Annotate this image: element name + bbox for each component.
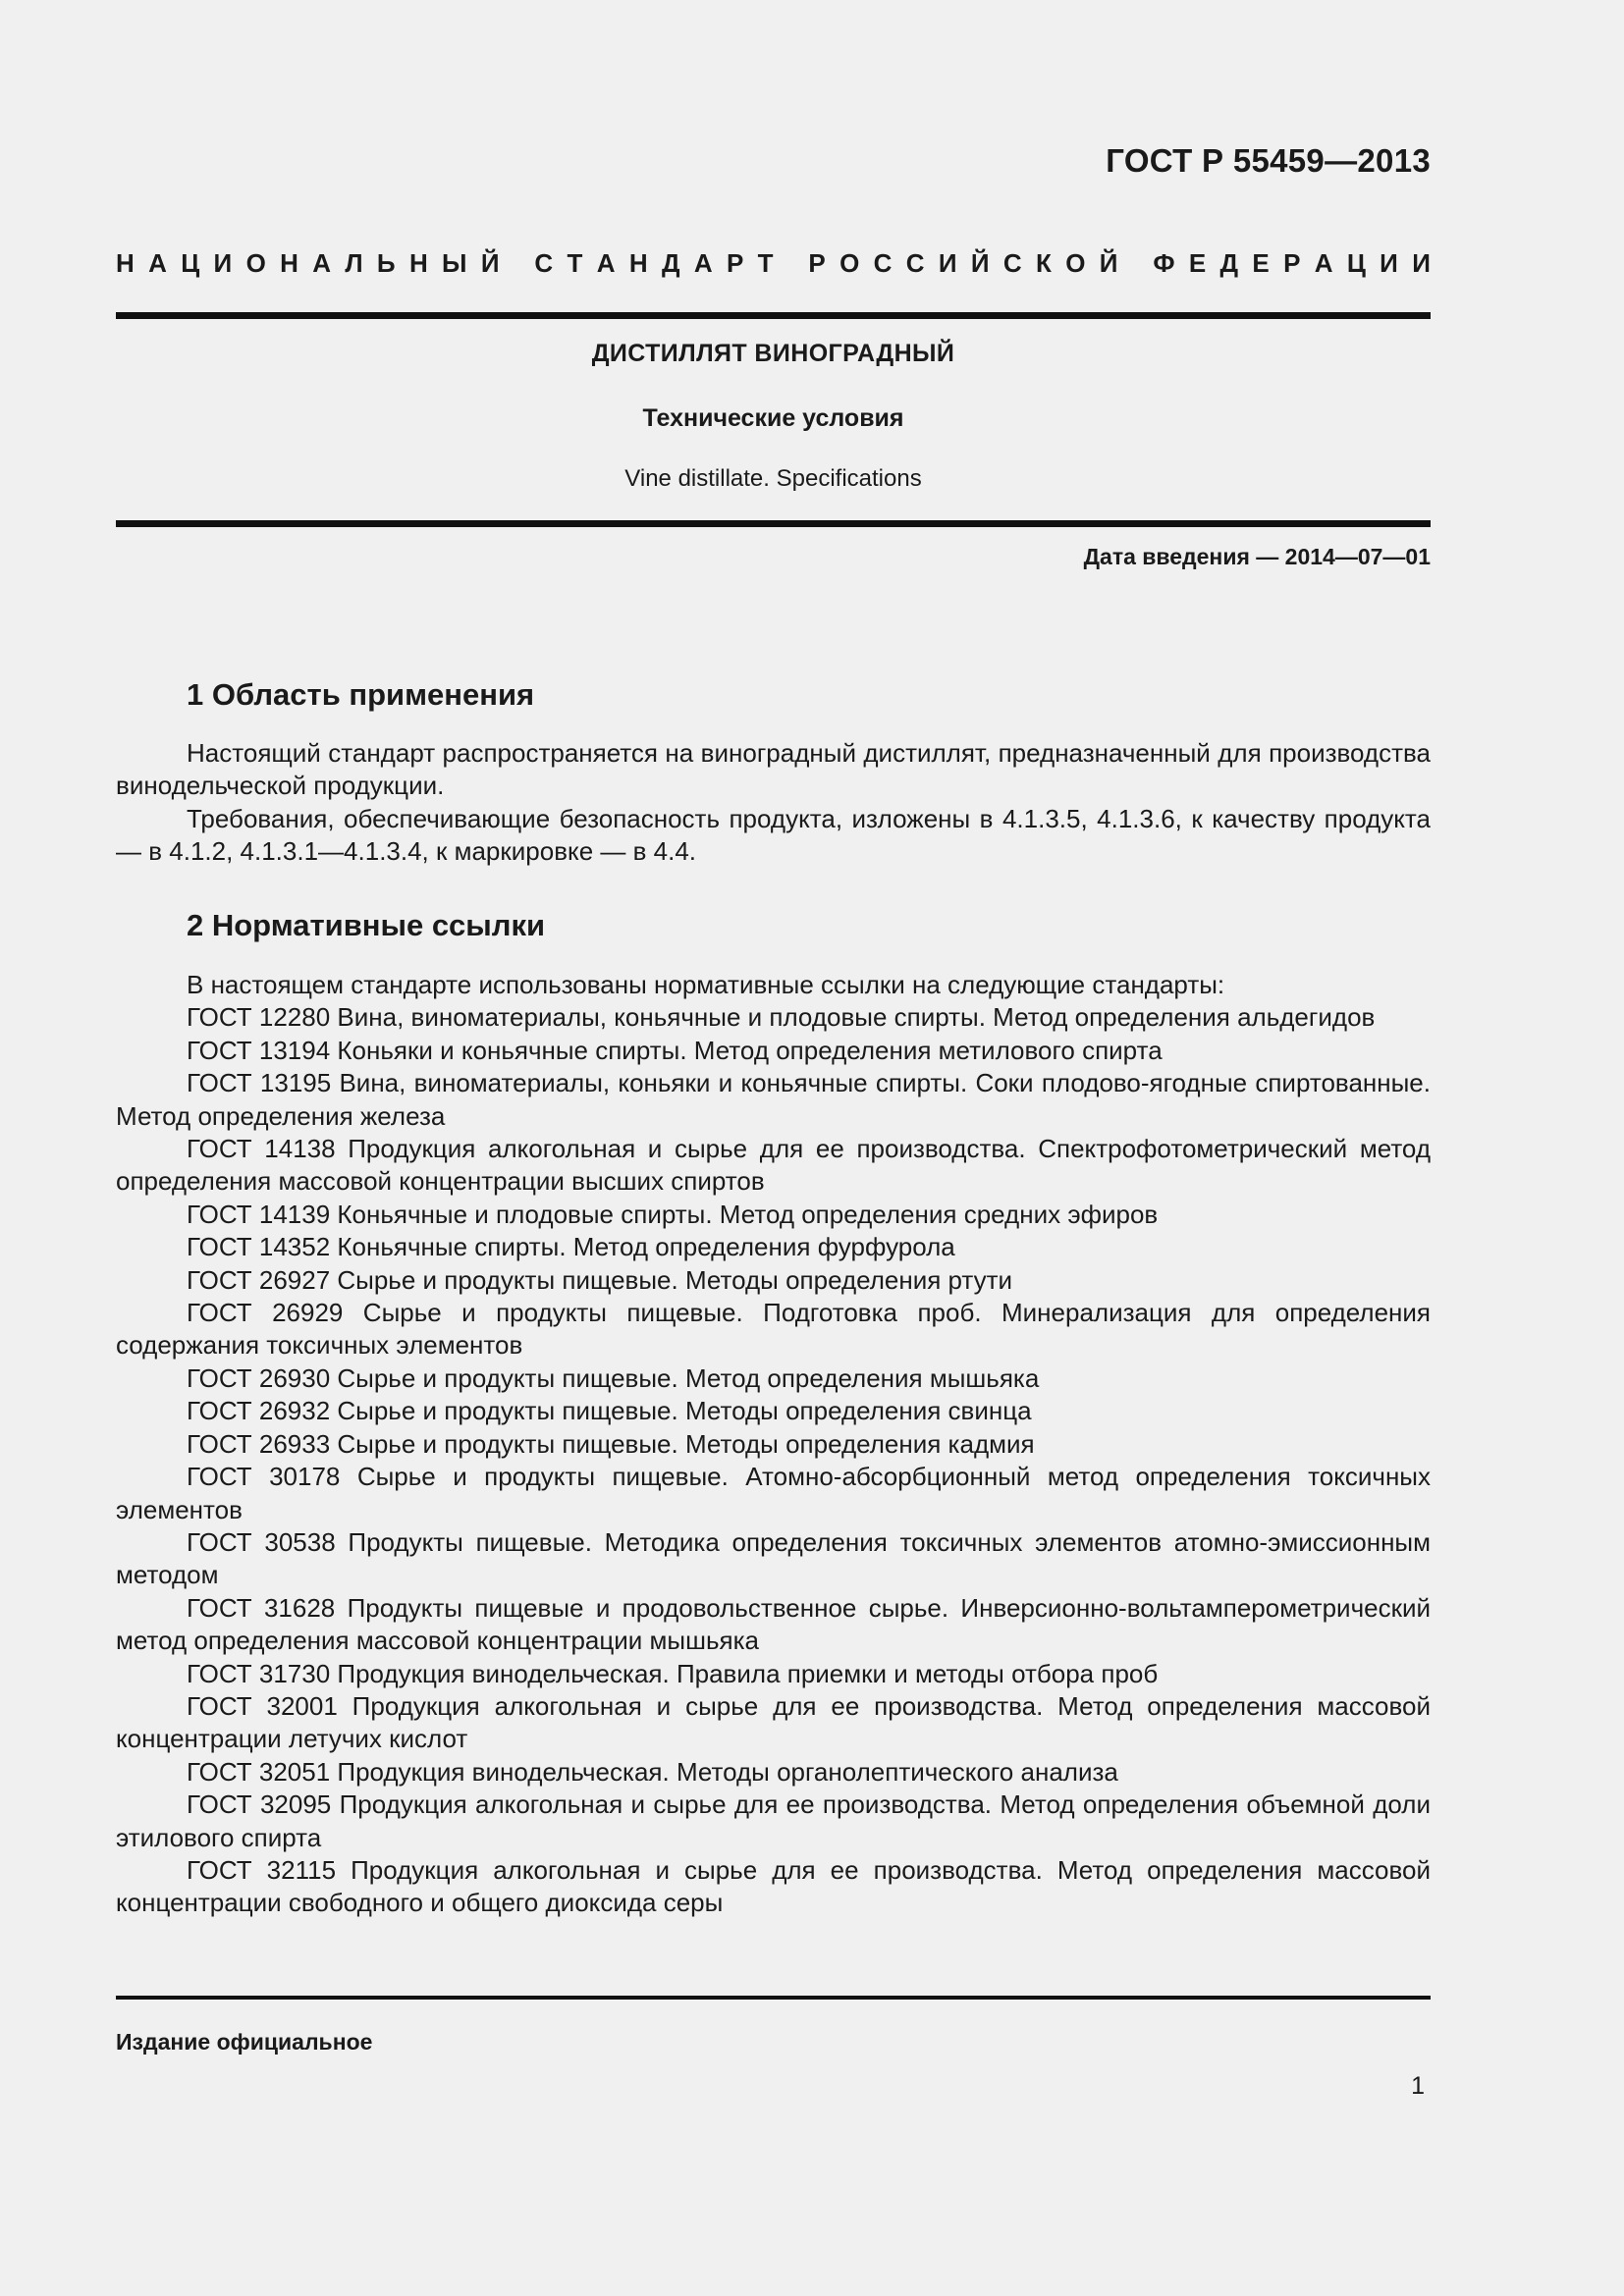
reference-item: ГОСТ 32095 Продукция алкогольная и сырье для ее производства. Метод определения объемной доли этилового спирта <box>116 1789 1431 1852</box>
reference-item: ГОСТ 26933 Сырье и продукты пищевые. Методы определения кадмия <box>187 1428 1035 1459</box>
reference-item: ГОСТ 13194 Коньяки и коньячные спирты. Метод определения метилового спирта <box>187 1035 1163 1065</box>
section-1-body <box>116 737 1431 869</box>
reference-item: ГОСТ 13195 Вина, виноматериалы, коньяки и коньячные спирты. Соки плодово-ягодные спиртованные. Метод определения железа <box>116 1068 1431 1131</box>
national-standard-heading: Н А Ц И О Н А Л Ь Н Ы Й С Т А Н Д А Р Т Р О С С И Й С К О Й Ф Е Д Е Р А Ц И И <box>116 248 1431 278</box>
reference-item: ГОСТ 30538 Продукты пищевые. Методика определения токсичных элементов атомно-эмиссионным методом <box>116 1526 1431 1590</box>
reference-item: ГОСТ 26932 Сырье и продукты пищевые. Методы определения свинца <box>187 1396 1032 1426</box>
reference-item: ГОСТ 14138 Продукция алкогольная и сырье для ее производства. Спектрофотометрический метод определения массовой концентрации высших спиртов <box>116 1134 1431 1197</box>
reference-item: ГОСТ 12280 Вина, виноматериалы, коньячные и плодовые спирты. Метод определения альдегидов <box>187 1002 1376 1033</box>
section-1-paragraph: Требования, обеспечивающие безопасность продукта, изложены в 4.1.3.5, 4.1.3.6, к качеству продукта — в 4.1.2, 4.1.3.1—4.1.3.4, к маркировке — в 4.4. <box>116 803 1431 867</box>
references-intro: В настоящем стандарте использованы нормативные ссылки на следующие стандарты: <box>187 970 1225 999</box>
reference-item: ГОСТ 14352 Коньячные спирты. Метод определения фурфурола <box>187 1232 955 1262</box>
title-bottom-rule <box>116 520 1431 527</box>
official-edition-note: Издание официальное <box>116 2029 373 2055</box>
footer-rule <box>116 1996 1431 2000</box>
document-number: ГОСТ Р 55459—2013 <box>1106 142 1431 179</box>
reference-item: ГОСТ 30178 Сырье и продукты пищевые. Атомно-абсорбционный метод определения токсичных элементов <box>116 1462 1431 1524</box>
reference-item: ГОСТ 31730 Продукция винодельческая. Правила приемки и методы отбора проб <box>187 1658 1159 1688</box>
reference-item: ГОСТ 26929 Сырье и продукты пищевые. Подготовка проб. Минерализация для определения содержания токсичных элементов <box>116 1298 1431 1361</box>
section-2-heading: 2 Нормативные ссылки <box>187 908 546 942</box>
reference-list <box>116 1001 1431 1919</box>
document-title: ДИСТИЛЛЯТ ВИНОГРАДНЫЙ <box>591 340 955 367</box>
reference-item: ГОСТ 26930 Сырье и продукты пищевые. Метод определения мышьяка <box>187 1362 1040 1393</box>
document-subtitle: Технические условия <box>642 404 904 432</box>
reference-item: ГОСТ 14139 Коньячные и плодовые спирты. Метод определения средних эфиров <box>187 1199 1159 1229</box>
reference-item: ГОСТ 31628 Продукты пищевые и продовольственное сырье. Инверсионно-вольтамперометрический метод определения массовой концентрации мышьяка <box>116 1592 1431 1656</box>
reference-item: ГОСТ 32115 Продукция алкогольная и сырье для ее производства. Метод определения массовой концентрации свободного и общего диоксида серы <box>116 1854 1431 1918</box>
section-1-paragraph: Настоящий стандарт распространяется на виноградный дистиллят, предназначенный для производства винодельческой продукции. <box>116 738 1431 801</box>
reference-item: ГОСТ 26927 Сырье и продукты пищевые. Методы определения ртути <box>187 1264 1013 1295</box>
top-rule <box>116 312 1431 319</box>
reference-item: ГОСТ 32001 Продукция алкогольная и сырье для ее производства. Метод определения массовой концентрации летучих кислот <box>116 1690 1431 1754</box>
reference-item: ГОСТ 32051 Продукция винодельческая. Методы органолептического анализа <box>187 1756 1118 1787</box>
page-number: 1 <box>1411 2072 1425 2100</box>
section-1-heading: 1 Область применения <box>187 677 535 712</box>
english-title: Vine distillate. Specifications <box>624 465 922 492</box>
introduction-date: Дата введения — 2014—07—01 <box>1083 544 1431 569</box>
section-2-body <box>116 969 1431 1920</box>
